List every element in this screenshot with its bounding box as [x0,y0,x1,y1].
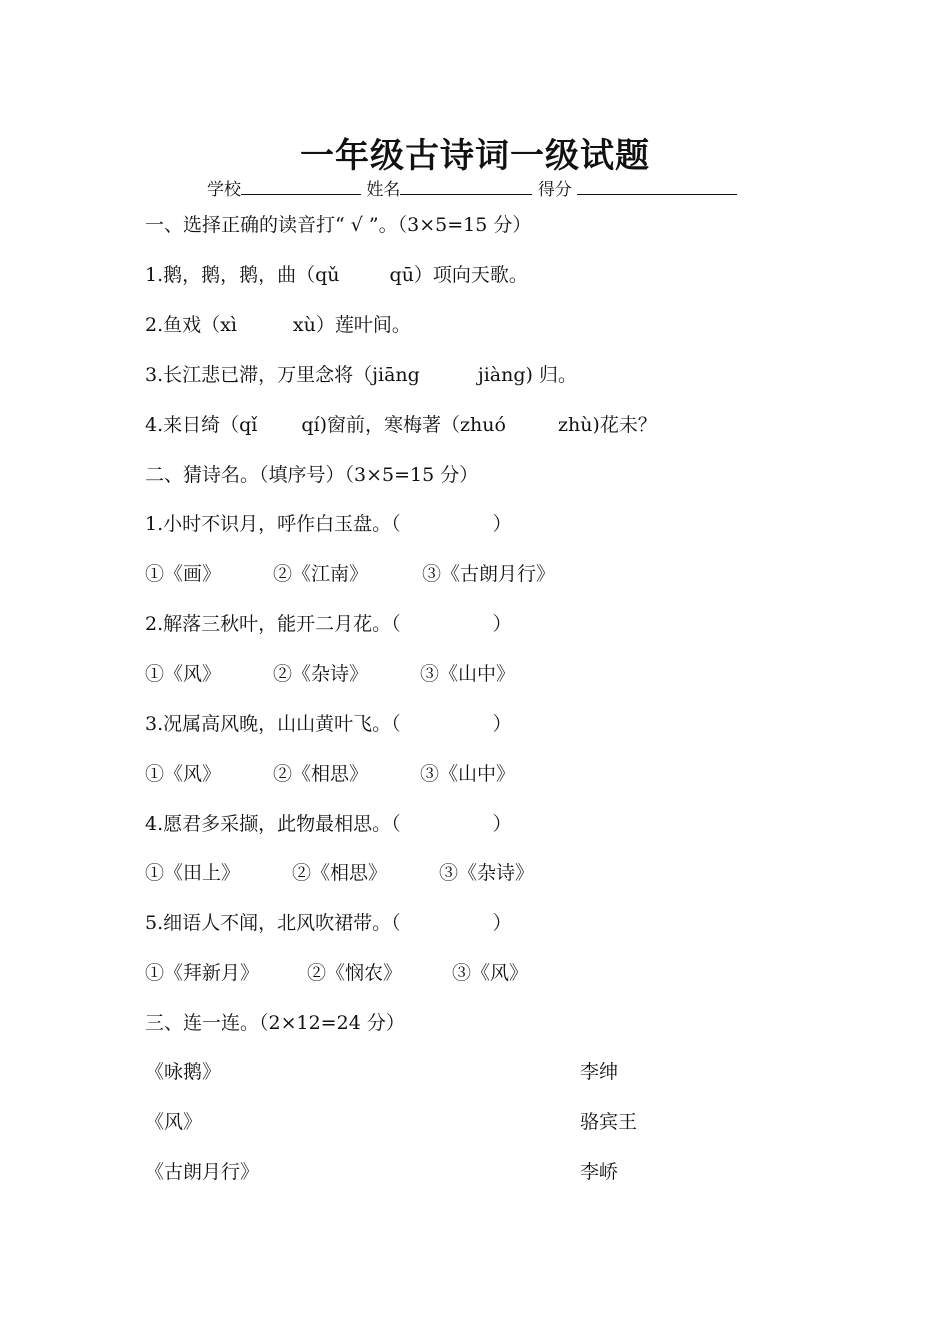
s2-q5-text: 5.细语人不闻，北风吹裙带。（ [145,912,401,934]
s2-q2-text: 2.解落三秋叶，能开二月花。（ [145,613,401,635]
s2-q1-close: ） [492,513,512,535]
s2-q1-text: 1.小时不识月，呼作白玉盘。（ [145,513,401,535]
s1-q1-part-b: qū）项向天歌。 [389,264,528,286]
s1-question-3 [145,362,577,388]
s1-question-2 [145,312,411,338]
s2-question-2 [145,611,512,637]
s2-question-3 [145,711,512,737]
s2-question-5 [145,910,512,936]
s2-q3-option-1: ①《风》 [145,763,222,785]
s2-q4-option-2: ②《相思》 [292,862,388,884]
s3-left-item: 《风》 [145,1111,203,1133]
score-blank [577,176,737,195]
s2-q3-options [145,761,515,787]
s3-left-item: 《古朗月行》 [145,1161,260,1183]
s1-q4-part-c: zhù)花未？ [557,414,657,436]
s2-q5-option-2: ②《悯农》 [307,962,403,984]
s2-q1-option-3: ③《古朗月行》 [422,563,556,585]
student-info-line [207,175,737,200]
s2-q3-option-3: ③《山中》 [420,763,516,785]
s1-q4-part-b: qí)窗前，寒梅著（zhuó [301,414,506,436]
s3-left-item: 《咏鹅》 [145,1061,222,1083]
s2-q1-option-1: ①《画》 [145,563,222,585]
s3-right-item: 李绅 [580,1061,619,1083]
section-1-heading: 一、选择正确的读音打“ √ ”。（3×5=15 分） [145,214,532,236]
s2-q4-options [145,860,534,886]
s2-q3-close: ） [492,713,512,735]
s2-q2-option-3: ③《山中》 [420,663,516,685]
s2-q5-option-1: ①《拜新月》 [145,962,260,984]
s2-q5-options [145,960,528,986]
score-label: 得分 [537,180,572,200]
s2-q3-text: 3.况属高风晚，山山黄叶飞。（ [145,713,401,735]
s2-q4-close: ） [492,813,512,835]
s1-q2-part-b: xù）莲叶间。 [292,314,411,336]
s2-q2-options [145,661,515,687]
s1-q3-part-b: jiàng) 归。 [477,364,577,386]
page-title: 一年级古诗词一级试题 [300,136,650,176]
name-blank [400,176,532,195]
s2-q5-option-3: ③《风》 [452,962,529,984]
s1-q1-part-a: 1.鹅，鹅，鹅，曲（qǔ [145,264,340,286]
s2-q4-text: 4.愿君多采撷，此物最相思。（ [145,813,401,835]
s2-q4-option-1: ①《田上》 [145,862,241,884]
s2-q5-close: ） [492,912,512,934]
s2-q2-close: ） [492,613,512,635]
section-2-heading: 二、猜诗名。（填序号）（3×5=15 分） [145,464,479,486]
s2-q3-option-2: ②《相思》 [273,763,369,785]
s1-q2-part-a: 2.鱼戏（xì [145,314,237,336]
s2-question-4 [145,811,512,837]
s1-question-1 [145,262,528,288]
s2-q1-options [145,561,555,587]
school-label: 学校 [207,180,241,200]
s1-question-4 [145,412,657,438]
s3-right-item: 李峤 [580,1161,619,1183]
name-label: 姓名 [366,180,401,200]
school-blank [241,176,361,195]
s2-q2-option-2: ②《杂诗》 [273,663,369,685]
s2-question-1 [145,511,512,537]
s1-q3-part-a: 3.长江悲已滞，万里念将（jiāng [145,364,420,386]
s2-q1-option-2: ②《江南》 [273,563,369,585]
s1-q4-part-a: 4.来日绮（qǐ [145,414,258,436]
s3-right-item: 骆宾王 [580,1111,638,1133]
section-3-heading: 三、连一连。（2×12=24 分） [145,1012,405,1034]
s2-q4-option-3: ③《杂诗》 [439,862,535,884]
s2-q2-option-1: ①《风》 [145,663,222,685]
